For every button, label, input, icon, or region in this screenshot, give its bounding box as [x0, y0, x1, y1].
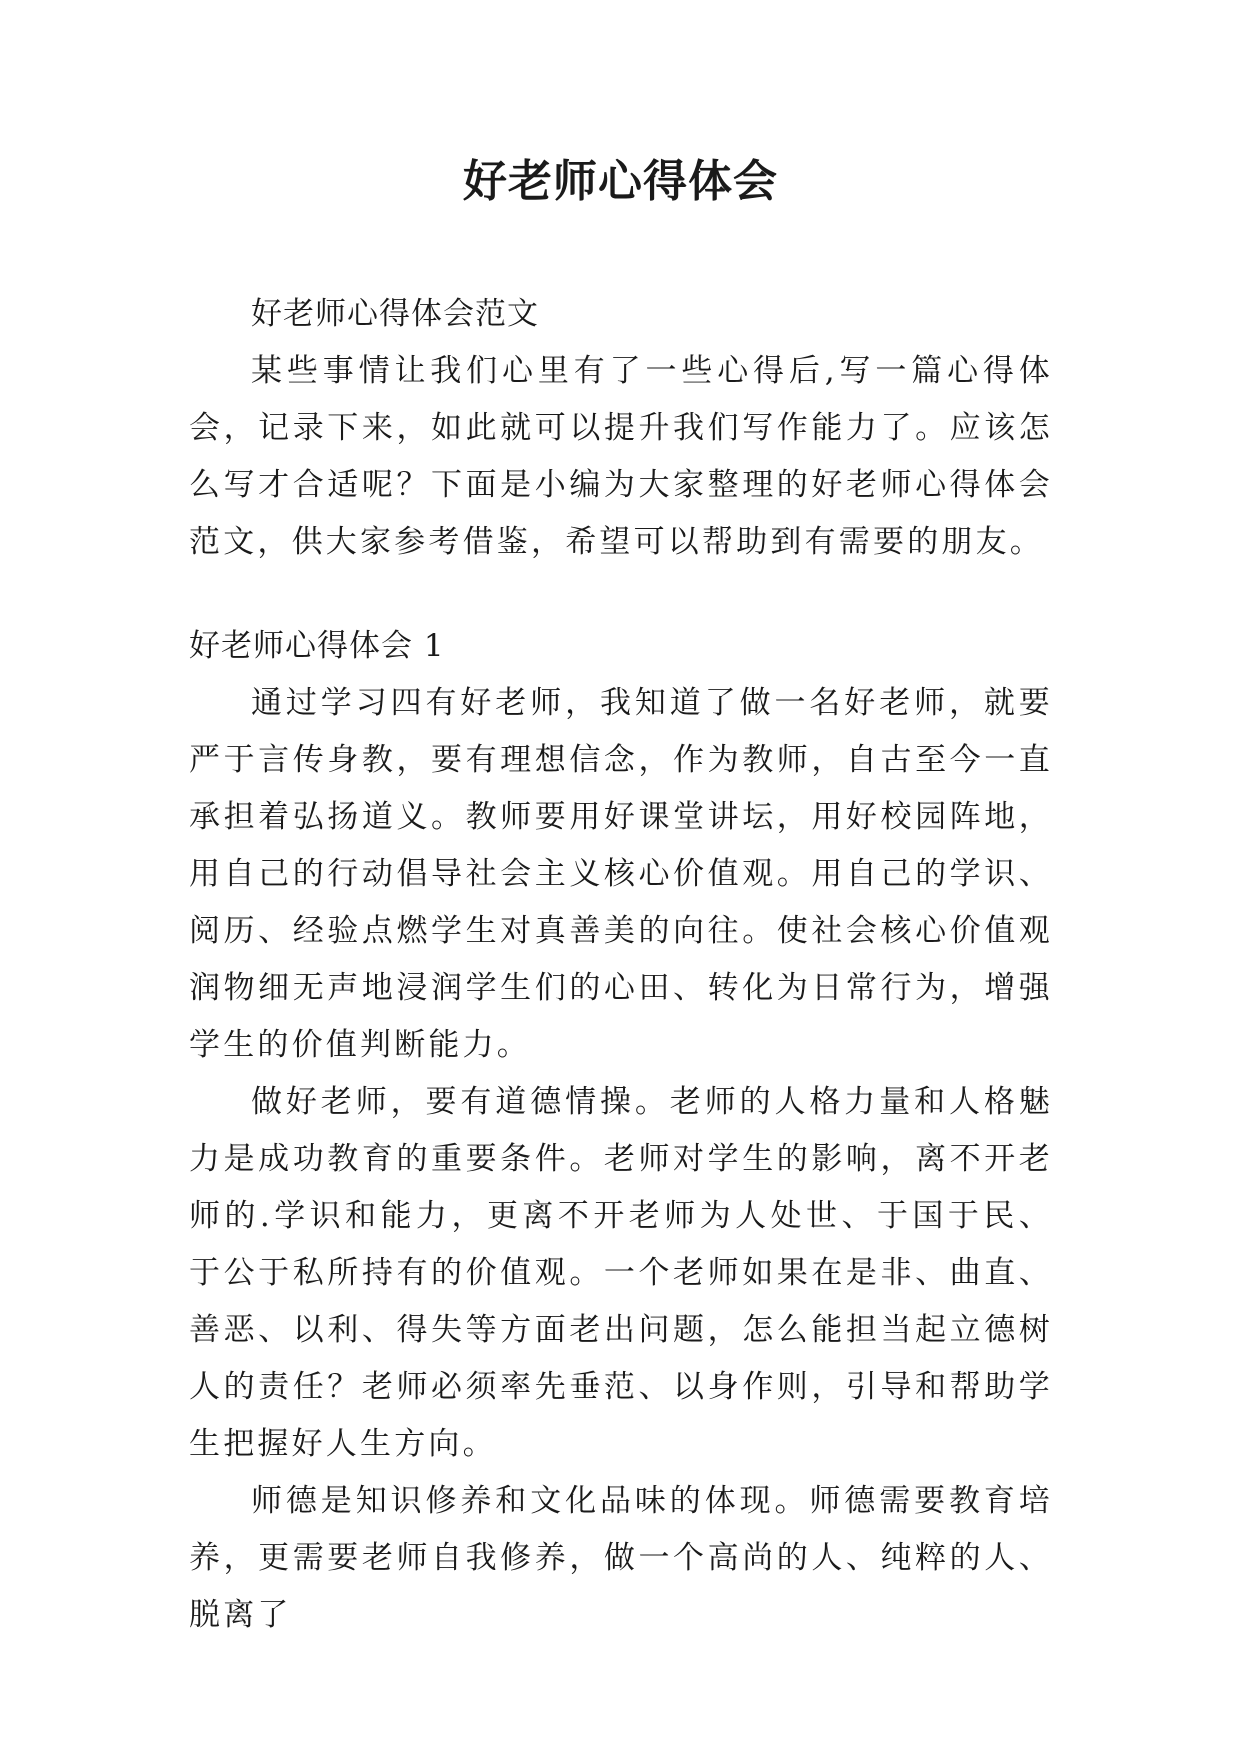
- intro-paragraph: 某些事情让我们心里有了一些心得后,写一篇心得体会，记录下来，如此就可以提升我们写作能力了。应该怎么写才合适呢？下面是小编为大家整理的好老师心得体会范文，供大家参考借鉴，希望可以帮助到有需要的朋友。: [189, 353, 1053, 560]
- body-paragraph: 师德是知识修养和文化品味的体现。师德需要教育培养，更需要老师自我修养，做一个高尚的人、纯粹的人、脱离了: [189, 1483, 1053, 1633]
- section-heading: 好老师心得体会 1: [189, 628, 445, 664]
- section-spacer: [189, 571, 1053, 618]
- document-subtitle: 好老师心得体会范文: [251, 296, 539, 332]
- document-title: 好老师心得体会: [463, 156, 778, 207]
- body-paragraph: 通过学习四有好老师，我知道了做一名好老师，就要严于言传身教，要有理想信念，作为教师，自古至今一直承担着弘扬道义。教师要用好课堂讲坛，用好校园阵地，用自己的行动倡导社会主义核心价值观。用自己的学识、阅历、经验点燃学生对真善美的向往。使社会核心价值观润物细无声地浸润学生们的心田、转化为日常行为，增强学生的价值判断能力。: [189, 685, 1053, 1063]
- document-body: [189, 286, 1053, 1644]
- body-paragraph: 做好老师，要有道德情操。老师的人格力量和人格魅力是成功教育的重要条件。老师对学生的影响，离不开老师的.学识和能力，更离不开老师为人处世、于国于民、于公于私所持有的价值观。一个老师如果在是非、曲直、善恶、以利、得失等方面老出问题，怎么能担当起立德树人的责任？老师必须率先垂范、以身作则，引导和帮助学生把握好人生方向。: [189, 1084, 1053, 1462]
